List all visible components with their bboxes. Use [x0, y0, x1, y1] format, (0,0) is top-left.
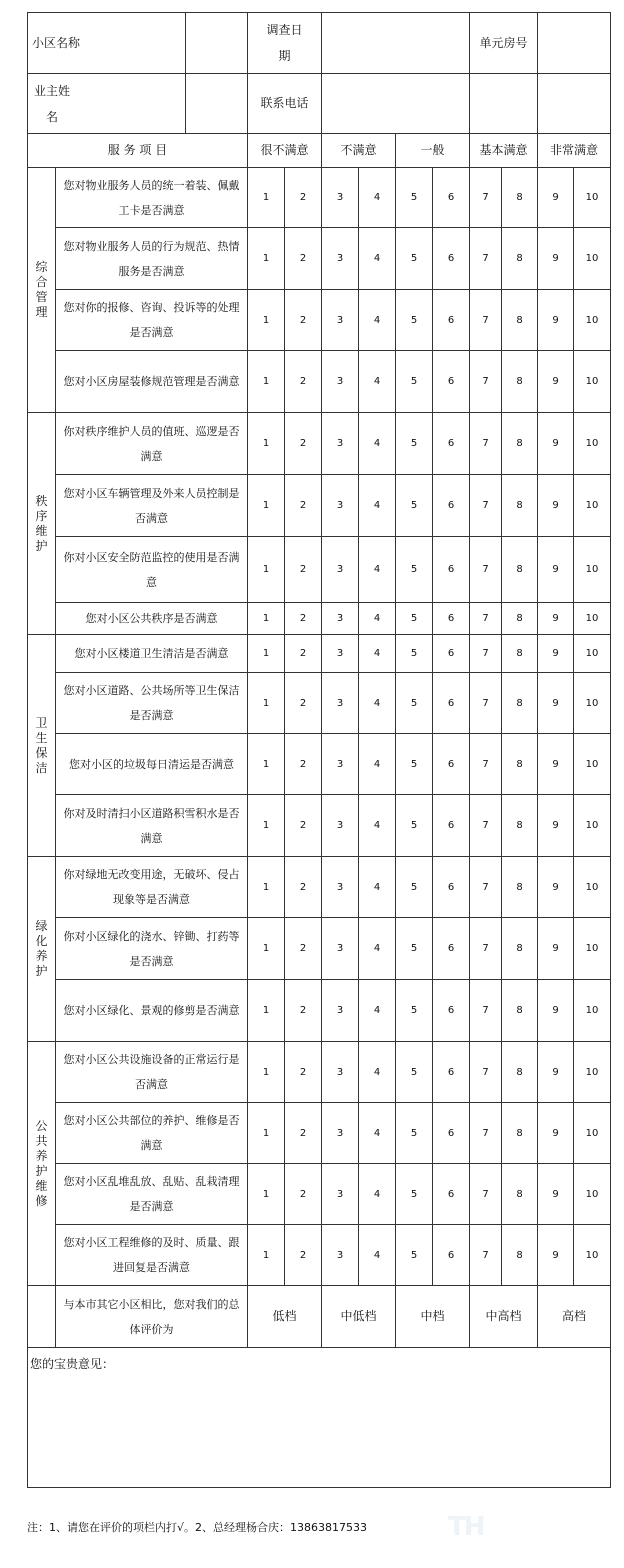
question-row — [28, 537, 611, 603]
score-cell[interactable]: 10 — [574, 734, 611, 795]
score-cell[interactable]: 9 — [538, 918, 574, 980]
score-cell[interactable]: 3 — [322, 673, 359, 734]
score-cell[interactable]: 8 — [502, 795, 538, 857]
score-cell[interactable]: 3 — [322, 603, 359, 635]
question-row — [28, 918, 611, 980]
score-cell[interactable]: 4 — [359, 857, 396, 918]
community-name-label: 小区名称 — [28, 13, 186, 74]
score-cell[interactable]: 10 — [574, 603, 611, 635]
score-cell[interactable]: 7 — [470, 168, 502, 228]
score-cell[interactable]: 3 — [322, 1042, 359, 1103]
score-cell[interactable]: 2 — [285, 857, 322, 918]
score-cell[interactable]: 7 — [470, 980, 502, 1042]
score-cell[interactable]: 10 — [574, 635, 611, 673]
score-cell[interactable]: 6 — [433, 857, 470, 918]
opinion-row — [28, 1348, 611, 1488]
question-text: 您对物业服务人员的行为规范、热情服务是否满意 — [56, 228, 248, 290]
score-cell[interactable]: 6 — [433, 673, 470, 734]
score-cell[interactable]: 10 — [574, 228, 611, 290]
score-cell[interactable]: 7 — [470, 635, 502, 673]
score-cell[interactable]: 6 — [433, 795, 470, 857]
section-label: 卫生保洁 — [28, 635, 56, 857]
question-text: 你对及时清扫小区道路积雪积水是否满意 — [56, 795, 248, 857]
score-cell[interactable]: 9 — [538, 857, 574, 918]
community-name-field[interactable] — [186, 13, 248, 74]
question-row — [28, 1225, 611, 1286]
score-cell[interactable]: 3 — [322, 795, 359, 857]
overall-row — [28, 1286, 611, 1348]
question-row — [28, 413, 611, 475]
score-cell[interactable]: 3 — [322, 351, 359, 413]
score-cell[interactable]: 10 — [574, 1225, 611, 1286]
rating-header: 基本满意 — [470, 134, 538, 168]
score-cell[interactable]: 8 — [502, 1164, 538, 1225]
question-text: 你对小区绿化的浇水、锌锄、打药等是否满意 — [56, 918, 248, 980]
score-cell[interactable]: 7 — [470, 1225, 502, 1286]
score-cell[interactable]: 1 — [248, 228, 285, 290]
score-cell[interactable]: 4 — [359, 1042, 396, 1103]
question-text: 你对秩序维护人员的值班、巡逻是否满意 — [56, 413, 248, 475]
score-cell[interactable]: 1 — [248, 1103, 285, 1164]
question-text: 你对小区安全防范监控的使用是否满意 — [56, 537, 248, 603]
watermark-logo: TH — [448, 1512, 484, 1542]
score-cell[interactable]: 1 — [248, 635, 285, 673]
score-cell[interactable]: 8 — [502, 290, 538, 351]
score-cell[interactable]: 7 — [470, 228, 502, 290]
score-cell[interactable]: 8 — [502, 734, 538, 795]
score-cell[interactable]: 9 — [538, 734, 574, 795]
score-cell[interactable]: 6 — [433, 1042, 470, 1103]
survey-table — [27, 12, 611, 1488]
opinion-label: 您的宝贵意见： — [30, 1357, 115, 1371]
score-cell[interactable]: 1 — [248, 795, 285, 857]
score-cell[interactable]: 2 — [285, 1164, 322, 1225]
score-cell[interactable]: 8 — [502, 537, 538, 603]
overall-level-cell[interactable]: 中高档 — [470, 1286, 538, 1348]
score-cell[interactable]: 4 — [359, 351, 396, 413]
score-cell[interactable]: 2 — [285, 918, 322, 980]
question-text: 你对绿地无改变用途，无破坏、侵占现象等是否满意 — [56, 857, 248, 918]
unit-label: 单元房号 — [470, 13, 538, 74]
score-cell[interactable]: 8 — [502, 351, 538, 413]
section-label: 公共养护维修 — [28, 1042, 56, 1286]
score-cell[interactable]: 8 — [502, 168, 538, 228]
score-cell[interactable]: 1 — [248, 734, 285, 795]
unit-field[interactable] — [538, 13, 611, 74]
section-label: 秩序维护 — [28, 413, 56, 635]
footer-note: 注：1、请您在评价的项栏内打√。2、总经理杨合庆：13863817533 — [27, 1521, 367, 1534]
score-cell[interactable]: 9 — [538, 1164, 574, 1225]
score-cell[interactable]: 3 — [322, 918, 359, 980]
question-row — [28, 980, 611, 1042]
question-text: 您对小区公共部位的养护、维修是否满意 — [56, 1103, 248, 1164]
score-cell[interactable]: 6 — [433, 413, 470, 475]
question-text: 您对小区车辆管理及外来人员控制是否满意 — [56, 475, 248, 537]
score-cell[interactable]: 8 — [502, 673, 538, 734]
score-cell[interactable]: 8 — [502, 980, 538, 1042]
question-row — [28, 168, 611, 228]
survey-date-field[interactable] — [322, 13, 470, 74]
question-row — [28, 1042, 611, 1103]
score-cell[interactable]: 7 — [470, 537, 502, 603]
item-header: 服 务 项 目 — [28, 134, 248, 168]
score-cell[interactable]: 7 — [470, 1042, 502, 1103]
score-cell[interactable]: 6 — [433, 290, 470, 351]
score-cell[interactable]: 10 — [574, 351, 611, 413]
score-cell[interactable]: 1 — [248, 918, 285, 980]
opinion-field[interactable] — [28, 1348, 611, 1488]
overall-level-cell[interactable]: 中档 — [396, 1286, 470, 1348]
score-cell[interactable]: 4 — [359, 228, 396, 290]
score-cell[interactable]: 5 — [396, 857, 433, 918]
score-cell[interactable]: 3 — [322, 1164, 359, 1225]
score-cell[interactable]: 7 — [470, 734, 502, 795]
score-cell[interactable]: 6 — [433, 980, 470, 1042]
score-cell[interactable]: 7 — [470, 475, 502, 537]
score-cell[interactable]: 2 — [285, 635, 322, 673]
score-cell[interactable]: 7 — [470, 351, 502, 413]
rating-header: 很不满意 — [248, 134, 322, 168]
score-cell[interactable]: 3 — [322, 228, 359, 290]
score-cell[interactable]: 3 — [322, 734, 359, 795]
question-row — [28, 603, 611, 635]
overall-level-cell[interactable]: 中低档 — [322, 1286, 396, 1348]
score-cell[interactable]: 9 — [538, 673, 574, 734]
overall-level-cell[interactable]: 低档 — [248, 1286, 322, 1348]
score-cell[interactable]: 7 — [470, 413, 502, 475]
score-cell[interactable]: 10 — [574, 475, 611, 537]
score-cell[interactable]: 1 — [248, 1225, 285, 1286]
score-cell[interactable]: 5 — [396, 635, 433, 673]
rating-header: 非常满意 — [538, 134, 611, 168]
score-cell[interactable]: 2 — [285, 168, 322, 228]
score-cell[interactable]: 7 — [470, 603, 502, 635]
overall-question: 与本市其它小区相比，您对我们的总体评价为 — [56, 1286, 248, 1348]
score-cell[interactable]: 3 — [322, 980, 359, 1042]
score-cell[interactable]: 2 — [285, 475, 322, 537]
question-row — [28, 734, 611, 795]
score-cell[interactable]: 7 — [470, 1103, 502, 1164]
score-cell[interactable]: 9 — [538, 290, 574, 351]
score-cell[interactable]: 1 — [248, 168, 285, 228]
score-cell[interactable]: 9 — [538, 635, 574, 673]
score-cell[interactable]: 1 — [248, 537, 285, 603]
question-text: 您对小区公共秩序是否满意 — [56, 603, 248, 635]
score-cell[interactable]: 1 — [248, 857, 285, 918]
score-cell[interactable]: 2 — [285, 351, 322, 413]
score-cell[interactable]: 3 — [322, 413, 359, 475]
score-cell[interactable]: 4 — [359, 795, 396, 857]
score-cell[interactable]: 2 — [285, 290, 322, 351]
score-cell[interactable]: 6 — [433, 351, 470, 413]
score-cell[interactable]: 10 — [574, 857, 611, 918]
phone-label: 联系电话 — [248, 74, 322, 134]
score-cell[interactable]: 10 — [574, 918, 611, 980]
score-cell[interactable]: 8 — [502, 1042, 538, 1103]
rating-header: 一般 — [396, 134, 470, 168]
score-cell[interactable]: 1 — [248, 290, 285, 351]
score-cell[interactable]: 9 — [538, 168, 574, 228]
score-cell[interactable]: 4 — [359, 1164, 396, 1225]
score-cell[interactable]: 6 — [433, 734, 470, 795]
question-row — [28, 1164, 611, 1225]
score-cell[interactable]: 9 — [538, 351, 574, 413]
score-cell[interactable]: 10 — [574, 1042, 611, 1103]
question-text: 您对小区的垃圾每日清运是否满意 — [56, 734, 248, 795]
score-cell[interactable]: 1 — [248, 673, 285, 734]
score-cell[interactable]: 8 — [502, 413, 538, 475]
score-cell[interactable]: 4 — [359, 673, 396, 734]
score-cell[interactable]: 6 — [433, 1225, 470, 1286]
score-cell[interactable]: 7 — [470, 290, 502, 351]
overall-blank-cell — [28, 1286, 56, 1348]
question-text: 您对小区乱堆乱放、乱贴、乱栽清理是否满意 — [56, 1164, 248, 1225]
score-cell[interactable]: 2 — [285, 537, 322, 603]
score-cell[interactable]: 2 — [285, 1225, 322, 1286]
owner-name-label: 业主姓名 — [28, 74, 186, 134]
score-cell[interactable]: 5 — [396, 1225, 433, 1286]
score-cell[interactable]: 8 — [502, 1225, 538, 1286]
score-cell[interactable]: 6 — [433, 603, 470, 635]
score-cell[interactable]: 6 — [433, 537, 470, 603]
score-cell[interactable]: 9 — [538, 228, 574, 290]
score-cell[interactable]: 2 — [285, 980, 322, 1042]
question-text: 您对小区绿化、景观的修剪是否满意 — [56, 980, 248, 1042]
score-cell[interactable]: 6 — [433, 475, 470, 537]
score-cell[interactable]: 2 — [285, 413, 322, 475]
score-cell[interactable]: 6 — [433, 635, 470, 673]
score-cell[interactable]: 5 — [396, 1042, 433, 1103]
score-cell[interactable]: 7 — [470, 918, 502, 980]
score-cell[interactable]: 5 — [396, 1164, 433, 1225]
score-cell[interactable]: 4 — [359, 537, 396, 603]
score-cell[interactable]: 7 — [470, 1164, 502, 1225]
score-cell[interactable]: 5 — [396, 228, 433, 290]
score-cell[interactable]: 2 — [285, 603, 322, 635]
score-cell[interactable]: 4 — [359, 290, 396, 351]
score-cell[interactable]: 9 — [538, 980, 574, 1042]
score-cell[interactable]: 5 — [396, 918, 433, 980]
score-cell[interactable]: 4 — [359, 734, 396, 795]
question-row — [28, 857, 611, 918]
score-cell[interactable]: 1 — [248, 980, 285, 1042]
score-cell[interactable]: 9 — [538, 475, 574, 537]
score-cell[interactable]: 1 — [248, 1042, 285, 1103]
score-cell[interactable]: 4 — [359, 413, 396, 475]
score-cell[interactable]: 5 — [396, 413, 433, 475]
score-cell[interactable]: 6 — [433, 168, 470, 228]
score-cell[interactable]: 7 — [470, 795, 502, 857]
question-row — [28, 673, 611, 734]
section-label: 绿化养护 — [28, 857, 56, 1042]
score-cell[interactable]: 2 — [285, 1103, 322, 1164]
score-cell[interactable]: 5 — [396, 475, 433, 537]
score-cell[interactable]: 8 — [502, 918, 538, 980]
score-cell[interactable]: 10 — [574, 168, 611, 228]
score-cell[interactable]: 2 — [285, 228, 322, 290]
score-cell[interactable]: 5 — [396, 980, 433, 1042]
score-cell[interactable]: 4 — [359, 475, 396, 537]
score-cell[interactable]: 10 — [574, 537, 611, 603]
question-row — [28, 475, 611, 537]
score-cell[interactable]: 3 — [322, 290, 359, 351]
score-cell[interactable]: 9 — [538, 795, 574, 857]
score-cell[interactable]: 1 — [248, 351, 285, 413]
score-cell[interactable]: 4 — [359, 603, 396, 635]
score-cell[interactable]: 9 — [538, 537, 574, 603]
score-cell[interactable]: 3 — [322, 635, 359, 673]
score-cell[interactable]: 7 — [470, 857, 502, 918]
score-cell[interactable]: 4 — [359, 1103, 396, 1164]
phone-field-extra-2[interactable] — [538, 74, 611, 134]
question-text: 您对小区楼道卫生清洁是否满意 — [56, 635, 248, 673]
score-cell[interactable]: 3 — [322, 857, 359, 918]
owner-name-field[interactable] — [186, 74, 248, 134]
score-cell[interactable]: 3 — [322, 168, 359, 228]
score-cell[interactable]: 6 — [433, 918, 470, 980]
score-cell[interactable]: 10 — [574, 1103, 611, 1164]
score-cell[interactable]: 10 — [574, 673, 611, 734]
rating-header: 不满意 — [322, 134, 396, 168]
score-cell[interactable]: 1 — [248, 475, 285, 537]
question-row — [28, 290, 611, 351]
score-cell[interactable]: 5 — [396, 351, 433, 413]
score-cell[interactable]: 4 — [359, 1225, 396, 1286]
score-cell[interactable]: 1 — [248, 603, 285, 635]
score-cell[interactable]: 5 — [396, 795, 433, 857]
question-row — [28, 795, 611, 857]
score-cell[interactable]: 9 — [538, 1103, 574, 1164]
score-cell[interactable]: 2 — [285, 734, 322, 795]
score-cell[interactable]: 4 — [359, 918, 396, 980]
score-cell[interactable]: 9 — [538, 603, 574, 635]
score-cell[interactable]: 6 — [433, 1103, 470, 1164]
score-cell[interactable]: 5 — [396, 603, 433, 635]
score-cell[interactable]: 1 — [248, 413, 285, 475]
score-cell[interactable]: 5 — [396, 537, 433, 603]
score-cell[interactable]: 5 — [396, 1103, 433, 1164]
score-cell[interactable]: 8 — [502, 635, 538, 673]
score-cell[interactable]: 1 — [248, 1164, 285, 1225]
question-row — [28, 228, 611, 290]
score-cell[interactable]: 3 — [322, 537, 359, 603]
question-text: 您对物业服务人员的统一着装、佩戴工卡是否满意 — [56, 168, 248, 228]
score-cell[interactable]: 3 — [322, 475, 359, 537]
score-cell[interactable]: 8 — [502, 1103, 538, 1164]
score-cell[interactable]: 5 — [396, 734, 433, 795]
score-cell[interactable]: 3 — [322, 1225, 359, 1286]
score-cell[interactable]: 10 — [574, 1164, 611, 1225]
survey-date-label: 调查日期 — [248, 13, 322, 74]
score-cell[interactable]: 3 — [322, 1103, 359, 1164]
score-cell[interactable]: 2 — [285, 673, 322, 734]
score-cell[interactable]: 4 — [359, 635, 396, 673]
question-row — [28, 635, 611, 673]
score-cell[interactable]: 4 — [359, 168, 396, 228]
question-row — [28, 1103, 611, 1164]
question-row — [28, 351, 611, 413]
score-cell[interactable]: 5 — [396, 673, 433, 734]
question-text: 您对小区道路、公共场所等卫生保洁是否满意 — [56, 673, 248, 734]
score-cell[interactable]: 5 — [396, 290, 433, 351]
score-cell[interactable]: 10 — [574, 795, 611, 857]
section-label: 综合管理 — [28, 168, 56, 413]
score-cell[interactable]: 9 — [538, 1042, 574, 1103]
overall-level-cell[interactable]: 高档 — [538, 1286, 611, 1348]
phone-field[interactable] — [322, 74, 470, 134]
score-cell[interactable]: 10 — [574, 413, 611, 475]
score-cell[interactable]: 8 — [502, 857, 538, 918]
score-cell[interactable]: 8 — [502, 603, 538, 635]
score-cell[interactable]: 2 — [285, 795, 322, 857]
score-cell[interactable]: 9 — [538, 1225, 574, 1286]
score-cell[interactable]: 7 — [470, 673, 502, 734]
phone-field-extra[interactable] — [470, 74, 538, 134]
question-text: 您对小区工程维修的及时、质量、跟进回复是否满意 — [56, 1225, 248, 1286]
score-cell[interactable]: 5 — [396, 168, 433, 228]
score-cell[interactable]: 8 — [502, 475, 538, 537]
score-cell[interactable]: 9 — [538, 413, 574, 475]
score-cell[interactable]: 6 — [433, 228, 470, 290]
score-cell[interactable]: 4 — [359, 980, 396, 1042]
score-cell[interactable]: 10 — [574, 980, 611, 1042]
question-text: 您对你的报修、咨询、投诉等的处理是否满意 — [56, 290, 248, 351]
score-cell[interactable]: 10 — [574, 290, 611, 351]
question-text: 您对小区房屋装修规范管理是否满意 — [56, 351, 248, 413]
question-text: 您对小区公共设施设备的正常运行是否满意 — [56, 1042, 248, 1103]
score-cell[interactable]: 2 — [285, 1042, 322, 1103]
score-cell[interactable]: 8 — [502, 228, 538, 290]
score-cell[interactable]: 6 — [433, 1164, 470, 1225]
